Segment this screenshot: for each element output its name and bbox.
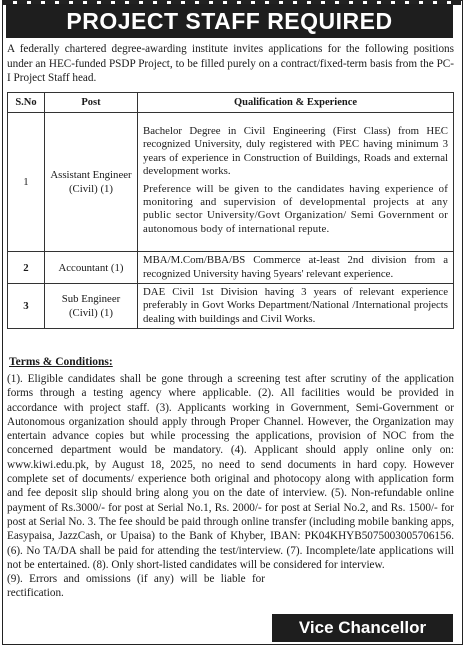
table-header-row — [8, 93, 454, 113]
terms-last-text: (9). Errors and omissions (if any) will be liable for rectification. — [7, 573, 265, 600]
row-qualification — [138, 113, 454, 252]
row-post: Accountant (1) — [45, 252, 138, 284]
preference-text: Preference will be given to the candidates having experience of monitoring and supervision of developmental projects at any public sector University/Govt Organization/ Semi Government or autonomous body of international repute. — [143, 183, 448, 235]
positions-table — [7, 92, 454, 329]
row-qualification: DAE Civil 1st Division having 3 years of relevant experience preferably in Govt Works Department/National /International projects dealing with buildings and Civil Works. — [138, 284, 454, 329]
row-post: Sub Engineer (Civil) (1) — [45, 284, 138, 329]
intro-paragraph: A federally chartered degree-awarding institute invites applications for the following positions under an HEC-funded PSDP Project, to be filled purely on a contract/fixed-term basis from the PC-I Project Staff head. — [7, 43, 454, 84]
terms-heading: Terms & Conditions: — [9, 356, 113, 368]
header-qualification: Qualification & Experience — [138, 93, 454, 113]
row-post: Assistant Engineer (Civil) (1) — [45, 113, 138, 252]
table-row — [8, 113, 454, 252]
terms-text: (1). Eligible candidates shall be gone through a screening test after scrutiny of the application forms through a testing agency where applicable. (2). All facilities would be provided in accordance with project staff. (3). Applicants working in Government, Semi-Government or Autonomous organization should apply through Proper Channel. However, the Organization may entertain advance copies but while processing the applications, provision of NOC from the concerned department would be mandatory. (4). Applicant should apply online only on: www.kiwi.edu.pk, by August 18, 2025, no need to send documents in hard copy. However complete set of documents/ experience both original and photocopy along with application form and fee deposit slip should bring along you on the date of interview. (5). Non-refundable online payment of Rs.3000/- for post at Serial No.1, Rs. 2000/- for post at Serial No.2, and Rs. 1500/- for post at Serial No. 3. The fee should be paid through online transfer (including mobile banking apps, Easypaisa, JazzCash, or Upaisa) to the Bank of Khyber, IBAN: PK04KHYB5075003005706156. (6). No TA/DA shall be paid for attending the test/interview. (7). Incomplete/late applications will not be entertained. (8). Only short-listed candidates will be considered for interview. — [7, 373, 454, 571]
signature-vice-chancellor: Vice Chancellor — [272, 614, 453, 642]
row-sno: 2 — [8, 252, 45, 284]
row-qualification: MBA/M.Com/BBA/BS Commerce at-least 2nd division from a recognized University having 5years' relevant experience. — [138, 252, 454, 284]
header-post: Post — [45, 93, 138, 113]
terms-body — [7, 372, 454, 601]
header-sno: S.No — [8, 93, 45, 113]
row-sno: 1 — [8, 113, 45, 252]
table-row — [8, 252, 454, 284]
ad-title-banner: PROJECT STAFF REQUIRED — [6, 4, 453, 38]
row-sno: 3 — [8, 284, 45, 329]
qualification-text: Bachelor Degree in Civil Engineering (First Class) from HEC recognized University, duly registered with PEC having minimum 3 years of experience in Construction of Buildings, Roads and external development works. — [143, 125, 448, 177]
table-row — [8, 284, 454, 329]
